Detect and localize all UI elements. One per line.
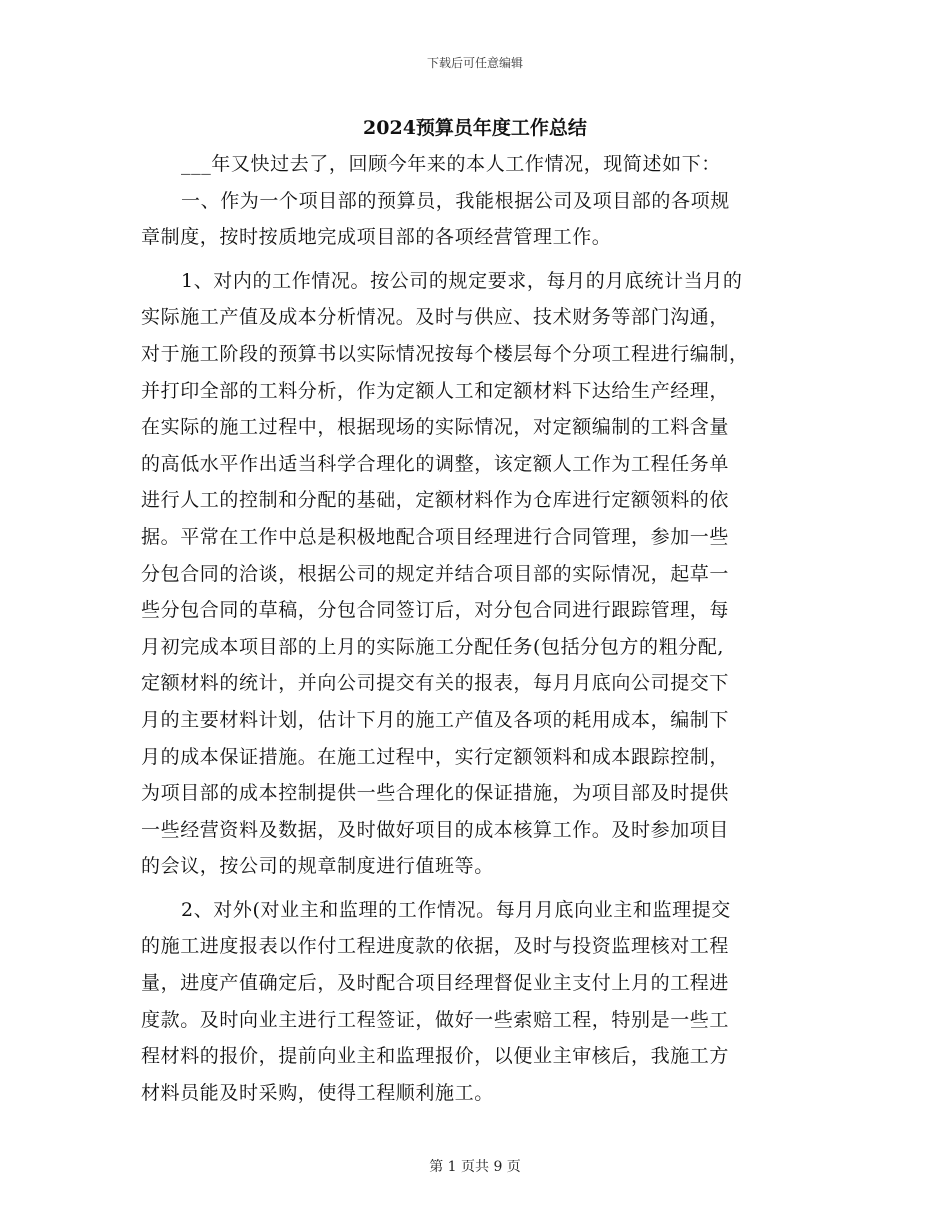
text-line: 的施工进度报表以作付工程进度款的依据，及时与投资监理核对工程 (141, 935, 730, 958)
text-line: 为项目部的成本控制提供一些合理化的保证措施，为项目部及时提供 (141, 782, 730, 805)
text-line: 1、对内的工作情况。按公司的规定要求，每月的月底统计当月的 (181, 269, 743, 292)
text-line: 的高低水平作出适当科学合理化的调整，该定额人工作为工程任务单 (141, 452, 730, 475)
text-line: 章制度，按时按质地完成项目部的各项经营管理工作。 (141, 226, 612, 249)
text-line: 2、对外(对业主和监理的工作情况。每月月底向业主和监理提交 (181, 898, 731, 921)
text-line: 些分包合同的草稿，分包合同签订后，对分包合同进行跟踪管理，每 (141, 599, 730, 622)
text-line: 据。平常在工作中总是积极地配合项目经理进行合同管理，参加一些 (141, 525, 730, 548)
text-line: 定额材料的统计，并向公司提交有关的报表，每月月底向公司提交下 (141, 672, 730, 695)
text-line: 量，进度产值确定后，及时配合项目经理督促业主支付上月的工程进 (141, 972, 730, 995)
text-line: 月的主要材料计划，估计下月的施工产值及各项的耗用成本，编制下 (141, 708, 730, 731)
text-line: 分包合同的洽谈，根据公司的规定并结合项目部的实际情况，起草一 (141, 562, 730, 585)
text-line: 一些经营资料及数据，及时做好项目的成本核算工作。及时参加项目 (141, 818, 730, 841)
text-line: 实际施工产值及成本分析情况。及时与供应、技术财务等部门沟通， (141, 306, 730, 329)
text-line: 材料员能及时采购，使得工程顺利施工。 (141, 1081, 494, 1104)
text-line: 月初完成本项目部的上月的实际施工分配任务(包括分包方的粗分配, (141, 635, 725, 658)
paragraph (141, 892, 809, 1112)
text-line: 并打印全部的工料分析，作为定额人工和定额材料下达给生产经理， (141, 379, 730, 402)
paragraph-spacer (141, 256, 809, 263)
text-line: ___年又快过去了，回顾今年来的本人工作情况，现简述如下： (181, 153, 721, 175)
paragraph-spacer (141, 885, 809, 892)
text-line: 一、作为一个项目部的预算员，我能根据公司及项目部的各项规 (181, 189, 730, 212)
text-line: 度款。及时向业主进行工程签证，做好一些索赔工程，特别是一些工 (141, 1008, 730, 1031)
document-title: 2024预算员年度工作总结 (363, 117, 587, 139)
paragraph (141, 146, 809, 183)
text-line: 进行人工的控制和分配的基础，定额材料作为仓库进行定额领料的依 (141, 489, 730, 512)
text-line: 对于施工阶段的预算书以实际情况按每个楼层每个分项工程进行编制， (141, 342, 749, 365)
paragraph (141, 263, 809, 885)
page-header-note: 下载后可任意编辑 (426, 56, 523, 70)
page-number: 第 1 页共 9 页 (429, 1159, 521, 1175)
text-line: 程材料的报价，提前向业主和监理报价，以便业主审核后，我施工方 (141, 1045, 730, 1068)
text-line: 在实际的施工过程中，根据现场的实际情况，对定额编制的工料含量 (141, 416, 730, 439)
text-line: 月的成本保证措施。在施工过程中，实行定额领料和成本跟踪控制， (141, 745, 730, 768)
paragraph (141, 183, 809, 256)
text-line: 的会议，按公司的规章制度进行值班等。 (141, 855, 494, 878)
document-body (141, 146, 809, 1111)
